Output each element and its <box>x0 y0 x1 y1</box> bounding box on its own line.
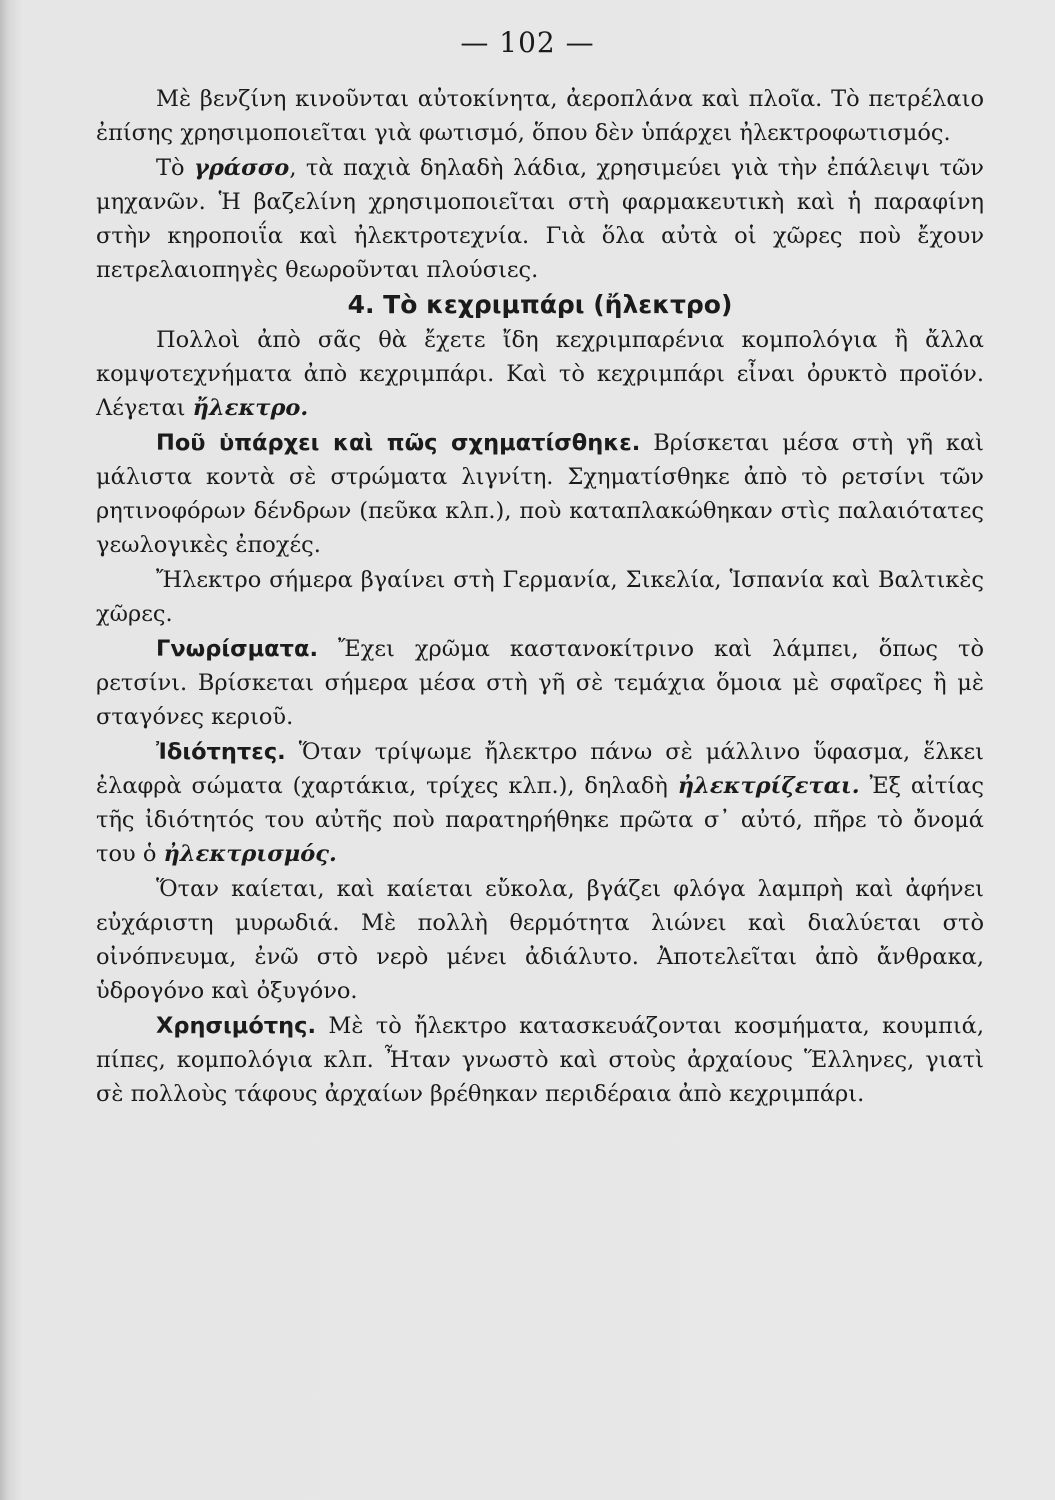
keyword-ilektrismos: ἠλεκτρισμός. <box>163 841 337 867</box>
subheading-properties: Ἰδιότητες. <box>156 739 286 765</box>
paragraph-usefulness: Χρησιμότης. Μὲ τὸ ἤλεκτρο κατασκευάζονται κοσμήματα, κουμπιά, πίπες, κομπολόγια κλπ. Ἦταν γνωστὸ καὶ στοὺς ἀρχαίους Ἕλληνες, γιατὶ σὲ πολλοὺς τάφους ἀρχαίων βρέθηκαν περιδέραια ἀπὸ κεχριμπάρι. <box>96 1013 984 1107</box>
keyword-ilektrizetai: ἠλεκτρίζεται. <box>677 773 860 799</box>
subheading-formation: Ποῦ ὑπάρχει καὶ πῶς σχηματίσθηκε. <box>156 430 641 456</box>
paragraph-grease: Τὸ γράσσο, τὰ παχιὰ δηλαδὴ λάδια, χρησιμεύει γιὰ τὴν ἐπάλειψι τῶν μηχανῶν. Ἡ βαζελίνη χρησιμοποιεῖται στὴ φαρμακευτικὴ καὶ ἡ παραφίνη στὴν κηροποιΐα καὶ ἠλεκτροτεχνία. Γιὰ ὅλα αὐτὰ οἱ χῶρες ποὺ ἔχουν πετρελαιοπηγὲς θεωροῦνται πλούσιες. <box>96 155 984 283</box>
page-number: — 102 — <box>460 26 595 59</box>
page-body <box>96 82 984 1111</box>
paragraph-properties: Ἰδιότητες. Ὅταν τρίψωμε ἤλεκτρο πάνω σὲ μάλλινο ὕφασμα, ἕλκει ἐλαφρὰ σώματα (χαρτάκια, τρίχες κλπ.), δηλαδὴ ἠλεκτρίζεται. Ἐξ αἰτίας τῆς ἰδιότητός του αὐτῆς ποὺ παρατηρήθηκε πρῶτα σ᾿ αὐτό, πῆρε τὸ ὄνομά του ὁ ἠλεκτρισμός. <box>96 739 984 867</box>
keyword-ilektro: ἤλεκτρο. <box>192 395 309 421</box>
paragraph-formation: Ποῦ ὑπάρχει καὶ πῶς σχηματίσθηκε. Βρίσκεται μέσα στὴ γῆ καὶ μάλιστα κοντὰ σὲ στρώματα λιγνίτη. Σχηματίσθηκε ἀπὸ τὸ ρετσίνι τῶν ρητινοφόρων δένδρων (πεῦκα κλπ.), ποὺ καταπλακώθηκαν στὶς παλαιότατες γεωλογικὲς ἐποχές. <box>96 430 985 558</box>
paragraph-characteristics: Γνωρίσματα. Ἔχει χρῶμα καστανοκίτρινο καὶ λάμπει, ὅπως τὸ ρετσίνι. Βρίσκεται σήμερα μέσα στὴ γῆ σὲ τεμάχια ὅμοια μὲ σφαῖρες ἢ μὲ σταγόνες κεριοῦ. <box>96 636 984 730</box>
keyword-grasso: γράσσο <box>193 155 290 181</box>
subheading-usefulness: Χρησιμότης. <box>156 1013 317 1039</box>
subheading-characteristics: Γνωρίσματα. <box>156 636 318 662</box>
paragraph-locations: Ἤλεκτρο σήμερα βγαίνει στὴ Γερμανία, Σικελία, Ἱσπανία καὶ Βαλτικὲς χῶρες. <box>96 567 984 627</box>
section-heading: 4. Τὸ κεχριμπάρι (ἤλεκτρο) <box>347 290 733 319</box>
paragraph-burning: Ὅταν καίεται, καὶ καίεται εὔκολα, βγάζει φλόγα λαμπρὴ καὶ ἀφήνει εὐχάριστη μυρωδιά. Μὲ πολλὴ θερμότητα λιώνει καὶ διαλύεται στὸ οἰνόπνευμα, ἐνῶ στὸ νερὸ μένει ἀδιάλυτο. Ἀποτελεῖται ἀπὸ ἄνθρακα, ὑδρογόνο καὶ ὀξυγόνο. <box>96 876 984 1004</box>
paragraph-intro-amber: Πολλοὶ ἀπὸ σᾶς θὰ ἔχετε ἴδη κεχριμπαρένια κομπολόγια ἢ ἄλλα κομψοτεχνήματα ἀπὸ κεχριμπάρι. Καὶ τὸ κεχριμπάρι εἶναι ὀρυκτὸ προϊόν. Λέγεται ἤλεκτρο. <box>96 327 984 421</box>
paragraph-fuels: Μὲ βενζίνη κινοῦνται αὐτοκίνητα, ἀεροπλάνα καὶ πλοῖα. Τὸ πετρέλαιο ἐπίσης χρησιμοποιεῖται γιὰ φωτισμό, ὅπου δὲν ὑπάρχει ἠλεκτροφωτισμός. <box>96 86 984 146</box>
